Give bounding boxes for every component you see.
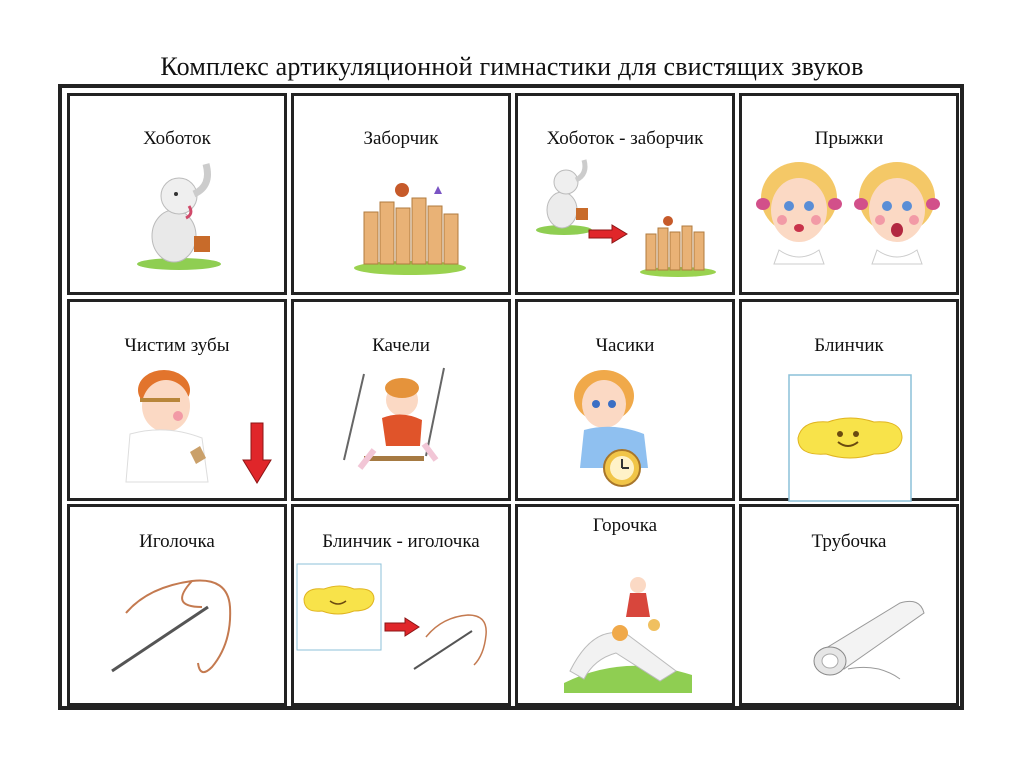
card-label: Трубочка [811, 531, 887, 552]
card-label: Горочка [592, 515, 658, 536]
elephant-illustration [134, 156, 224, 271]
fence-small-illustration [638, 212, 718, 278]
card-label: Часики [595, 335, 655, 356]
card-label: Чистим зубы [124, 335, 230, 356]
card-igolochka [67, 504, 287, 706]
card-hobotok-zaborchik [515, 93, 735, 295]
pancake-small-illustration [296, 563, 382, 651]
card-blinchik [739, 299, 959, 501]
card-label: Блинчик [814, 335, 884, 356]
girl-face-open-mouth-illustration [852, 152, 942, 272]
card-label: Блинчик - иголочка [322, 531, 480, 552]
exercise-grid [58, 84, 964, 710]
card-gorochka [515, 504, 735, 706]
boy-brushing-teeth-illustration [120, 364, 230, 484]
arrow-right-icon [588, 224, 628, 244]
paper-tube-illustration [808, 593, 928, 683]
card-label: Хоботок [143, 128, 211, 149]
card-trubochka [739, 504, 959, 706]
slide-illustration [564, 563, 692, 693]
card-pryzhki [739, 93, 959, 295]
pancake-tongue-illustration [788, 374, 912, 502]
card-label: Заборчик [363, 128, 439, 149]
card-chistim-zuby [67, 299, 287, 501]
card-blinchik-igolochka [291, 504, 511, 706]
card-label: Прыжки [814, 128, 884, 149]
boy-on-swing-illustration [334, 364, 474, 484]
card-label: Качели [372, 335, 430, 356]
girl-face-illustration [754, 152, 844, 272]
card-label: Иголочка [139, 531, 215, 552]
card-kacheli [291, 299, 511, 501]
card-chasiki [515, 299, 735, 501]
arrow-down-icon [242, 422, 272, 484]
card-hobotok [67, 93, 287, 295]
needle-thread-small-illustration [412, 607, 492, 673]
card-label: Хоботок - заборчик [546, 128, 704, 149]
fence-illustration [350, 176, 470, 276]
needle-thread-illustration [108, 567, 248, 677]
page-title: Комплекс артикуляционной гимнастики для свистящих звуков [160, 52, 864, 81]
girl-with-clock-illustration [564, 364, 684, 489]
card-zaborchik [291, 93, 511, 295]
